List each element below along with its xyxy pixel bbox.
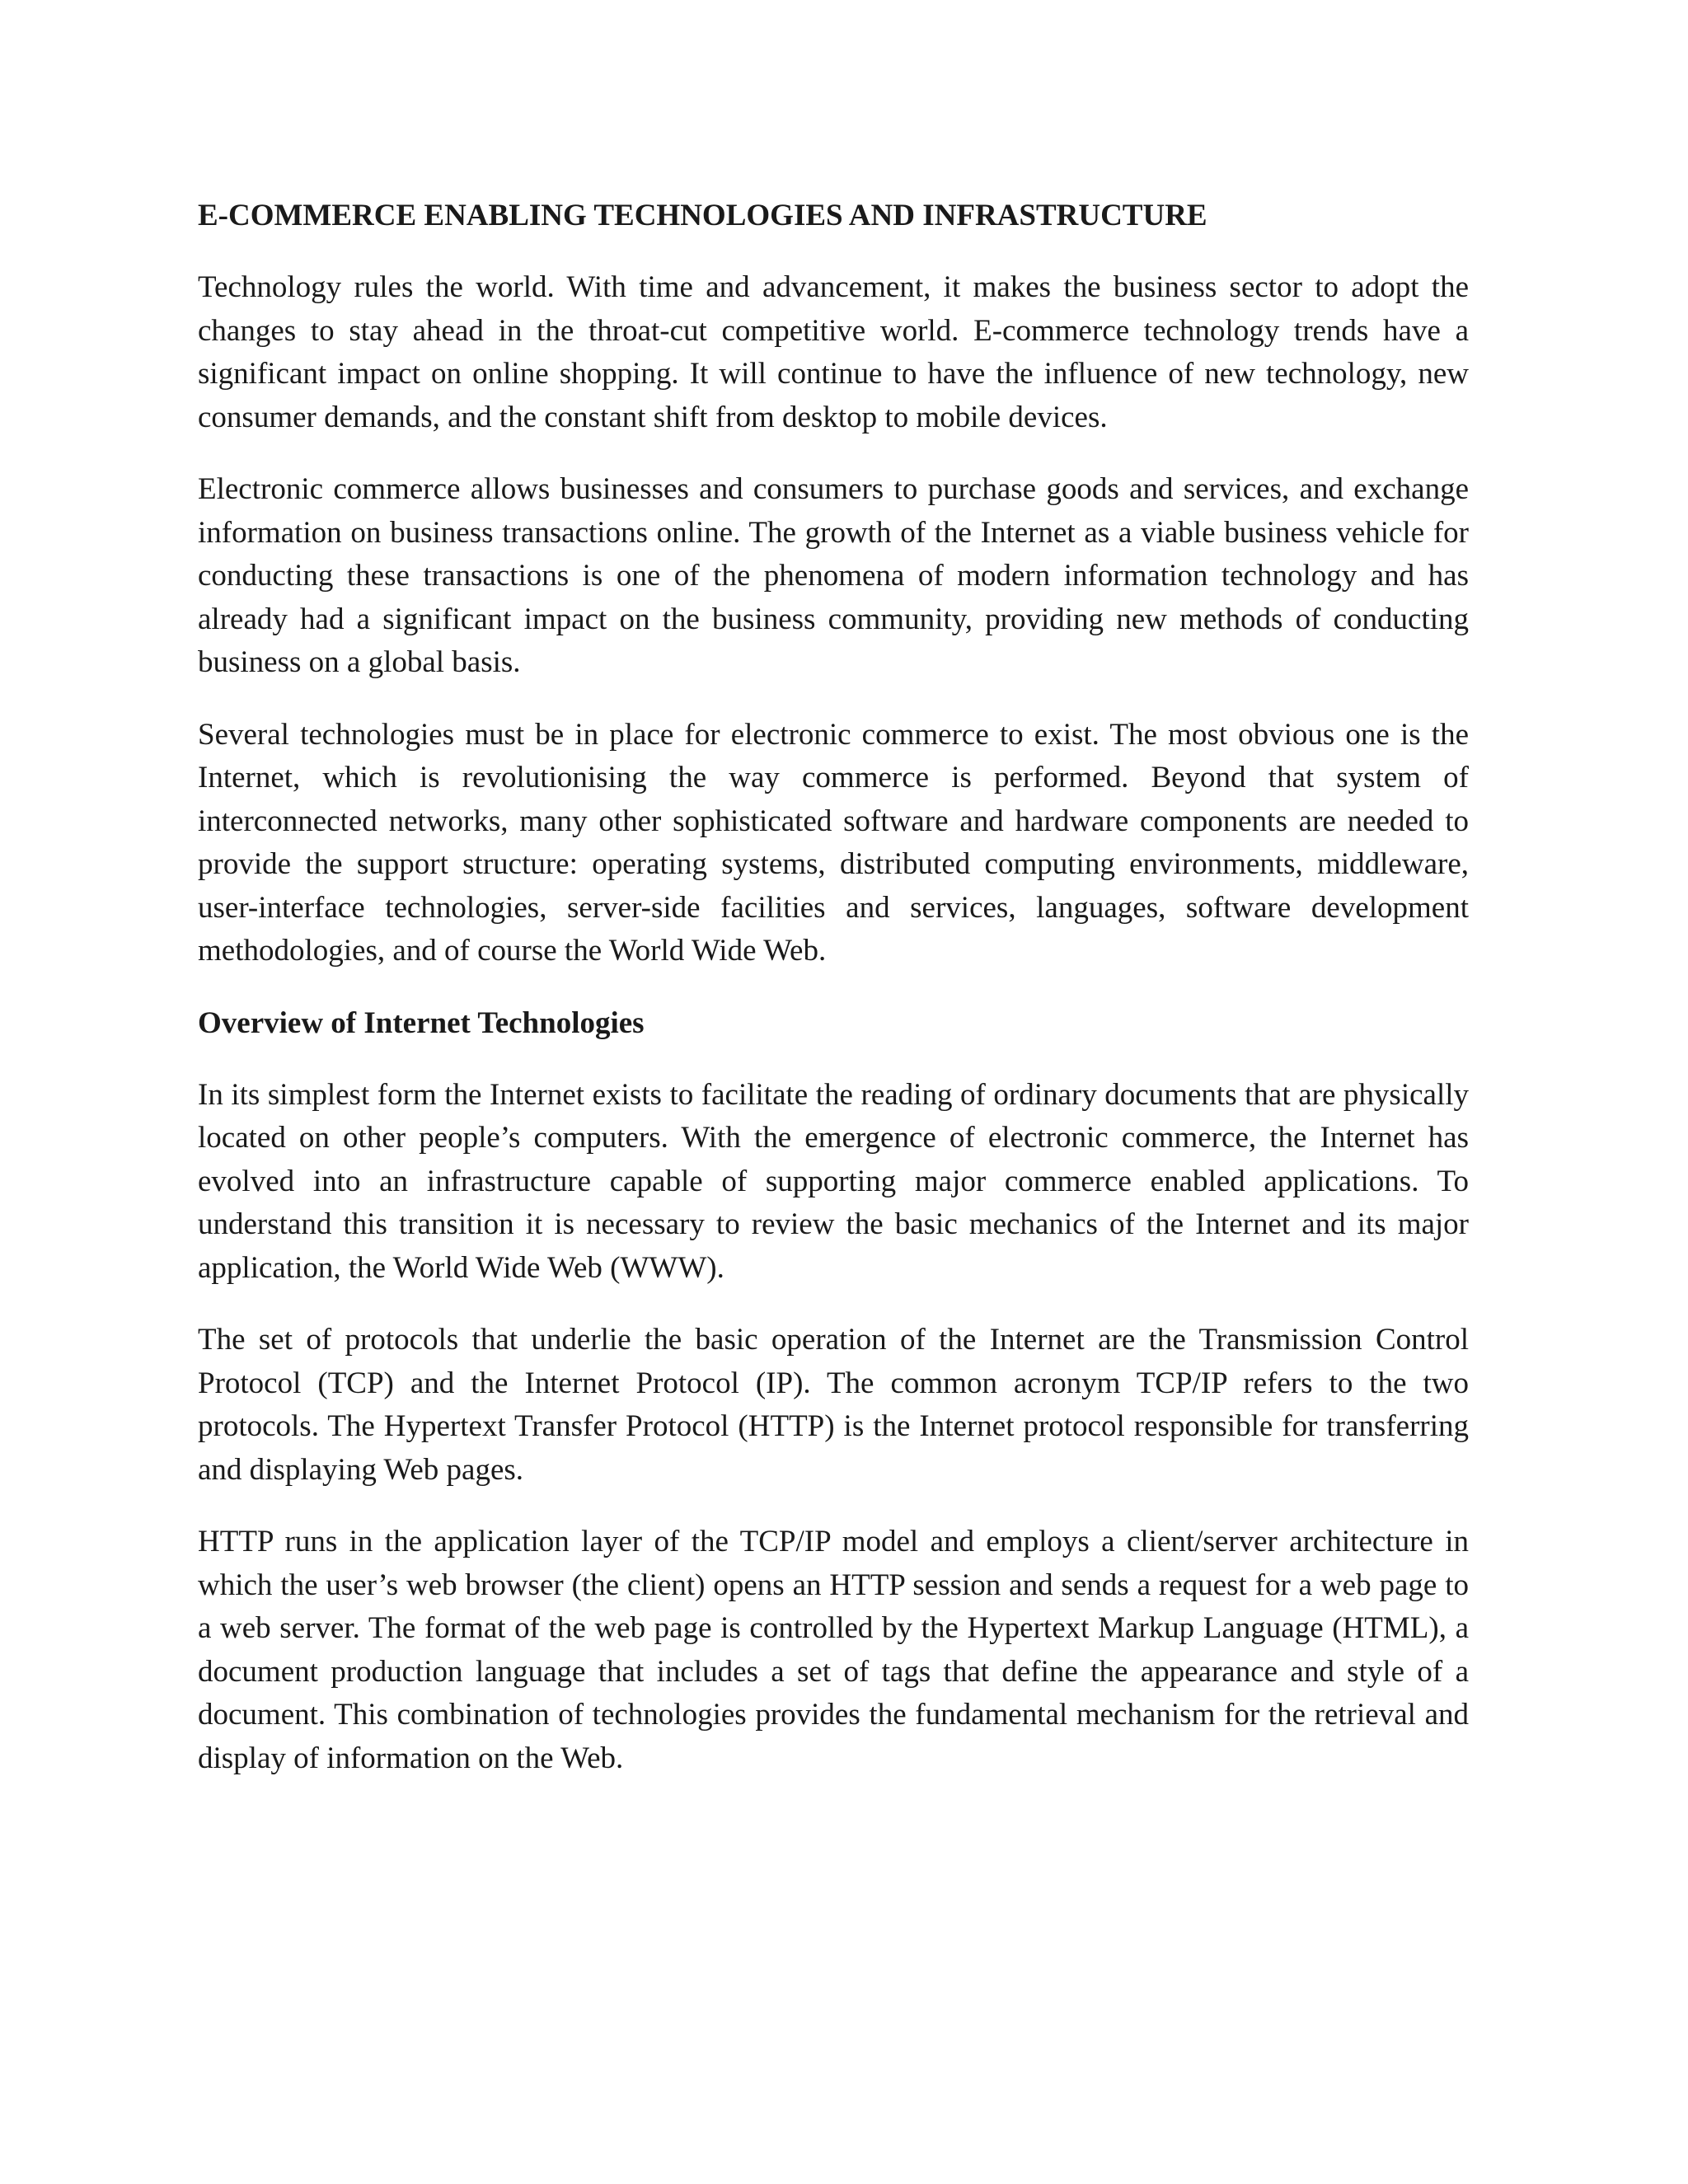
section-paragraph-3: HTTP runs in the application layer of the TCP/IP model and employs a client/server architecture in which the user’s web browser (the client) opens an HTTP session and sends a request for a web page to a web server. The format of the web page is controlled by the Hypertext Markup Language (HTML), a document production language that includes a set of tags that define the appearance and style of a document. This combination of technologies provides the fundamental mechanism for the retrieval and display of information on the Web. [198,1525,1469,1775]
section-paragraph-2: The set of protocols that underlie the basic operation of the Internet are the Transmission Control Protocol (TCP) and the Internet Protocol (IP). The common acronym TCP/IP refers to the two protocols. The Hypertext Transfer Protocol (HTTP) is the Internet protocol responsible for transferring and displaying Web pages. [198,1323,1469,1487]
intro-paragraph-1: Technology rules the world. With time and advancement, it makes the business sector to adopt the changes to stay ahead in the throat-cut competitive world. E-commerce technology trends have a significant impact on online shopping. It will continue to have the influence of new technology, new consumer demands, and the constant shift from desktop to mobile devices. [198,270,1469,434]
section-paragraph-1: In its simplest form the Internet exists to facilitate the reading of ordinary documents that are physically located on other people’s computers. With the emergence of electronic commerce, the Internet has evolved into an infrastructure capable of supporting major commerce enabled applications. To understand this transition it is necessary to review the basic mechanics of the Internet and its major application, the World Wide Web (WWW). [198,1077,1469,1285]
document-page [198,194,1469,1809]
section-heading: Overview of Internet Technologies [198,1005,645,1040]
intro-paragraph-3: Several technologies must be in place for electronic commerce to exist. The most obvious one is the Internet, which is revolutionising the way commerce is performed. Beyond that system of interconnected networks, many other sophisticated software and hardware components are needed to provide the support structure: operating systems, distributed computing environments, middleware, user-interface technologies, server-side facilities and services, languages, software development methodologies, and of course the World Wide Web. [198,717,1469,968]
document-title: E-COMMERCE ENABLING TECHNOLOGIES AND INFRASTRUCTURE [198,199,1207,232]
intro-paragraph-2: Electronic commerce allows businesses and consumers to purchase goods and services, and exchange information on business transactions online. The growth of the Internet as a viable business vehicle for conducting these transactions is one of the phenomena of modern information technology and has already had a significant impact on the business community, providing new methods of conducting business on a global basis. [198,472,1469,679]
